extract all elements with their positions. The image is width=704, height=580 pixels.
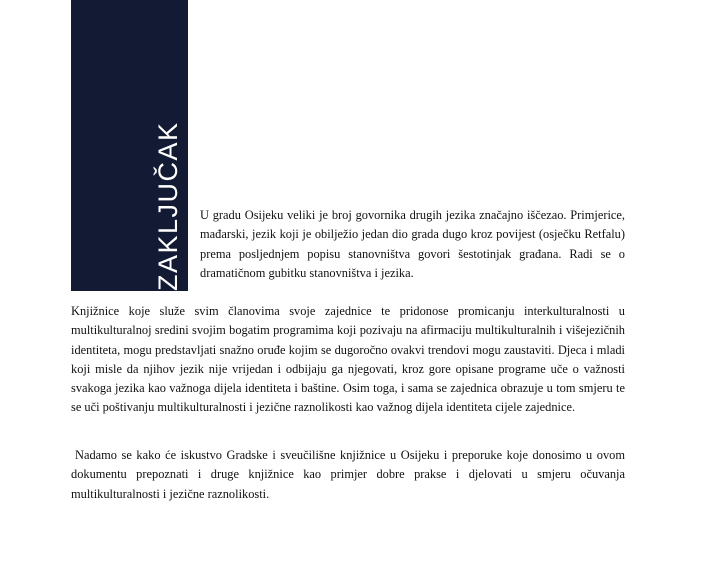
paragraph-1: U gradu Osijeku veliki je broj govornika drugih jezika značajno iščezao. Primjerice, mađarski, jezik koji je obilježio jedan dio grada dugo kroz povijest (osječku Retfalu) prema posljednjem popisu stanovništva govori šestotinjak građana. Radi se o dramatičnom gubitku stanovništva i jezika. (200, 208, 625, 280)
paragraph-2: Knjižnice koje služe svim članovima svoje zajednice te pridonose promicanju interkulturalnosti u multikulturalnoj sredini svojim bogatim programima koji pozivaju na afirmaciju multikulturalnih i višejezičnih identiteta, mogu predstavljati snažno oruđe kojim se dugoročno ovakvi trendovi mogu zaustaviti. Djeca i mladi koji misle da njihov jezik nije vrijedan i odbijaju ga njegovati, kroz gore opisane programe uče o važnosti svakoga jezika kao važnoga dijela identiteta i baštine. Osim toga, i sama se zajednica obrazuje u tom smjeru te se uči poštivanju multikulturalnosti i jezične raznolikosti kao važnog dijela identiteta cijele zajednice. (71, 304, 625, 415)
section-title: ZAKLJUČAK (153, 121, 183, 291)
paragraph-3: Nadamo se kako će iskustvo Gradske i sveučilišne knjižnice u Osijeku i preporuke koje donosimo u ovom dokumentu prepoznati i druge knjižnice kao primjer dobre prakse i djelovati u smjeru očuvanja multikulturalnosti i jezične raznolikosti. (71, 448, 625, 501)
